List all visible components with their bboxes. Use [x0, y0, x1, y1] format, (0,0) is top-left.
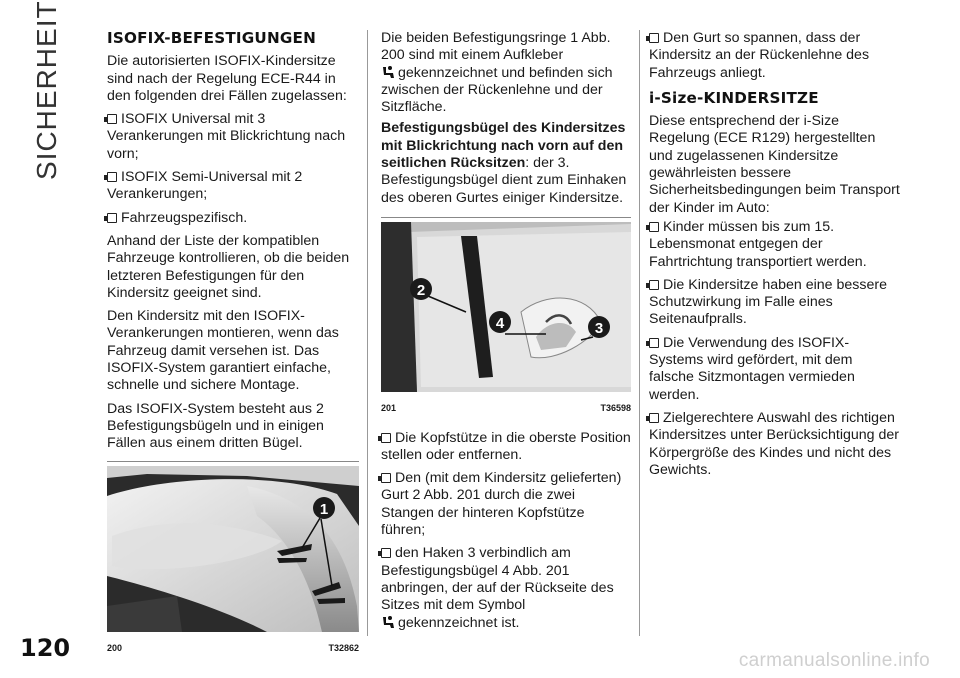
figure-caption	[107, 640, 359, 657]
figure-200	[107, 461, 359, 658]
bullet-icon	[381, 548, 391, 558]
list-item: Zielgerechtere Auswahl des richtigen Kindersitzes unter Berücksichtigung der Körpergröße des Kindes und nicht des Gewichts.	[649, 409, 899, 478]
column-2	[381, 30, 631, 638]
bullet-icon	[381, 473, 391, 483]
list-item: ISOFIX Universal mit 3 Verankerungen mit Blickrichtung nach vorn;	[107, 111, 346, 162]
bullet-icon	[649, 280, 659, 290]
paragraph: Diese entsprechend der i-Size Regelung (ECE R129) hergestellten und zugelassenen Kindersitze gewährleisten bessere Sicherheitsbedingungen beim Transport der Kinder im Auto:	[649, 113, 900, 216]
list-item: Die Kindersitze haben eine bessere Schutzwirkung im Falle eines Seitenaufpralls.	[649, 276, 887, 328]
isofix-child-seat-icon	[381, 615, 396, 629]
paragraph: Die beiden Befestigungsringe 1 Abb. 200 sind mit einem Aufkleber gekennzeichnet und befinden sich zwischen der Rückenlehne und der Sitzfläche.	[381, 30, 613, 116]
paragraph: Das ISOFIX-System besteht aus 2 Befestigungsbügeln und in einigen Fällen aus einem dritten Bügel.	[107, 400, 324, 452]
page-number: 120	[20, 634, 71, 662]
callout-2: 2	[416, 281, 426, 299]
bullet-icon	[107, 172, 117, 182]
list-item: Die Kopfstütze in die oberste Position stellen oder entfernen.	[381, 429, 631, 463]
callout-3: 3	[594, 319, 604, 337]
heading-isofix: ISOFIX-BEFESTIGUNGEN	[107, 29, 317, 47]
isofix-child-seat-icon	[381, 65, 396, 79]
watermark: carmanualsonline.info	[738, 650, 930, 671]
heading-isize: i-Size-KINDERSITZE	[649, 88, 819, 107]
paragraph: Den Kindersitz mit den ISOFIX-Verankerungen montieren, wenn das Fahrzeug damit versehen ist. Das ISOFIX-System garantiert einfache, schnelle und sichere Montage.	[107, 308, 339, 394]
paragraph: Anhand der Liste der kompatiblen Fahrzeuge kontrollieren, ob die beiden letzteren Befestigungen für den Kindersitz geeignet sind.	[107, 232, 350, 301]
paragraph: Die autorisierten ISOFIX-Kindersitze sind nach der Regelung ECE-R44 in den folgenden drei Fällen zugelassen:	[107, 53, 347, 104]
bullet-icon	[107, 114, 117, 124]
figure-rule	[381, 217, 631, 218]
figure-number: 200	[107, 642, 123, 653]
isofix-seat-photo	[107, 466, 359, 632]
list-item: den Haken 3 verbindlich am Befestigungsbügel 4 Abb. 201 anbringen, der auf der Rückseite des Sitzes mit dem Symbol gekennzeichnet ist.	[381, 545, 614, 631]
figure-caption	[381, 400, 631, 417]
callout-4: 4	[495, 314, 505, 332]
list-item: Fahrzeugspezifisch.	[107, 210, 359, 227]
column-1	[107, 30, 359, 657]
bullet-icon	[107, 213, 117, 223]
figure-code: T32862	[328, 642, 359, 653]
list-item: Den (mit dem Kindersitz gelieferten) Gurt 2 Abb. 201 durch die zwei Stangen der hinteren Kopfstütze führen;	[381, 470, 622, 539]
list-item: Kinder müssen bis zum 15. Lebensmonat entgegen der Fahrtrichtung transportiert werden.	[649, 218, 867, 270]
paragraph: Befestigungsbügel des Kindersitzes mit Blickrichtung nach vorn auf den seitlichen Rücksitzen: der 3. Befestigungsbügel dient zum Einhaken des oberen Gurtes einiger Kindersitze.	[381, 120, 627, 206]
section-title: SICHERHEIT	[31, 0, 62, 180]
column-3	[649, 30, 901, 485]
column-divider	[639, 30, 640, 636]
list-item: ISOFIX Semi-Universal mit 2 Verankerungen;	[107, 169, 303, 203]
figure-number: 201	[381, 403, 397, 414]
list-item: Den Gurt so spannen, dass der Kindersitz an der Rückenlehne des Fahrzeugs anliegt.	[649, 30, 870, 81]
figure-201	[381, 217, 631, 418]
figure-rule	[107, 461, 359, 462]
bullet-icon	[649, 338, 659, 348]
bullet-icon	[649, 222, 659, 232]
callout-1: 1	[319, 500, 329, 518]
list-item: Die Verwendung des ISOFIX-Systems wird gefördert, mit dem falsche Sitzmontagen vermieden werden.	[649, 334, 855, 403]
bullet-icon	[649, 413, 659, 423]
tether-anchor-photo	[381, 222, 631, 392]
bullet-icon	[649, 33, 659, 43]
bullet-icon	[381, 433, 391, 443]
column-divider	[367, 30, 368, 636]
figure-code: T36598	[600, 403, 631, 414]
